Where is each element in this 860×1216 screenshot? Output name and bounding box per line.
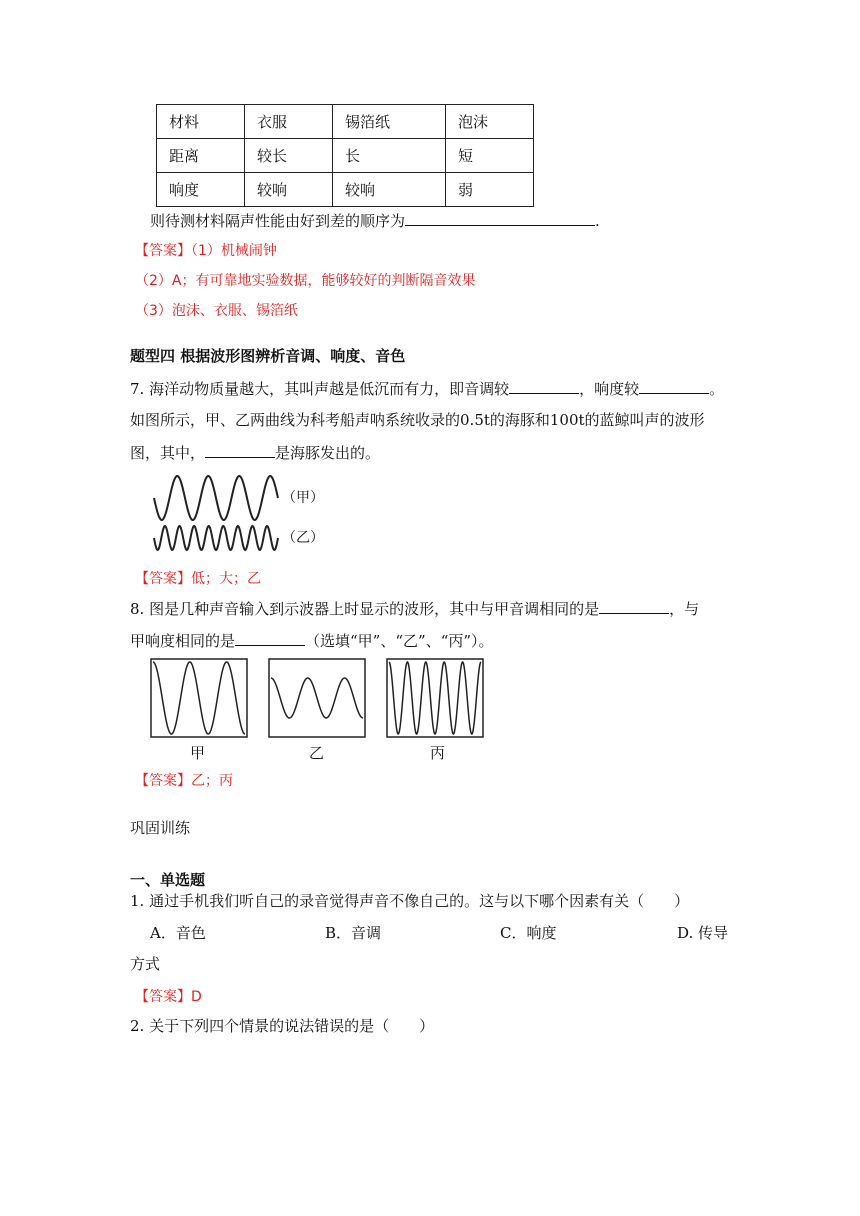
scope-label-yi: 乙 — [309, 744, 325, 762]
answer-blank — [599, 598, 669, 614]
answer-blank — [639, 378, 709, 394]
answer-blank — [509, 378, 579, 394]
mc1-option-c: C．响度 — [500, 924, 557, 942]
table-cell: 衣服 — [245, 105, 333, 139]
mc2-stem: 2. 关于下列四个情景的说法错误的是（ ） — [130, 1017, 435, 1035]
table-cell: 响度 — [157, 173, 245, 207]
scope-wave-yi — [271, 678, 363, 718]
waveform-jia — [154, 476, 278, 520]
table-cell: 长 — [333, 139, 446, 173]
q7-line-2: 如图所示，甲、乙两曲线为科考船声呐系统收录的0.5t的海豚和100t的蓝鲸叫声的波形 — [130, 411, 705, 429]
table-row — [157, 105, 534, 139]
q8-answer: 【答案】乙；丙 — [135, 773, 233, 789]
q6-answer-2: （2）A；有可靠地实验数据，能够较好的判断隔音效果 — [135, 273, 476, 289]
q8-line-1: 8. 图是几种声音输入到示波器上时显示的波形，其中与甲音调相同的是 ，与 — [130, 600, 700, 618]
table-row — [157, 139, 534, 173]
table-cell: 较长 — [245, 139, 333, 173]
single-choice-title: 一、单选题 — [130, 871, 206, 889]
q7-line-1: 7. 海洋动物质量越大，其叫声越是低沉而有力，即音调较 ，响度较 。 — [130, 380, 725, 398]
scope-label-bing: 丙 — [430, 744, 446, 762]
material-table — [156, 104, 534, 207]
table-cell: 锡箔纸 — [333, 105, 446, 139]
table-cell: 短 — [446, 139, 534, 173]
waveform-yi — [154, 526, 278, 550]
q8-oscilloscope-figure — [150, 658, 490, 740]
scope-wave-jia — [153, 662, 245, 734]
table-cell: 距离 — [157, 139, 245, 173]
table-row — [157, 173, 534, 207]
q7-line-3: 图，其中， 是海豚发出的。 — [130, 444, 381, 462]
mc1-answer: 【答案】D — [135, 989, 202, 1005]
label-jia: （甲） — [282, 490, 324, 506]
answer-blank — [235, 630, 305, 646]
scope-frame-bing — [387, 659, 483, 737]
q6-order-line: 则待测材料隔声性能由好到差的顺序为 . — [150, 212, 600, 230]
table-cell: 材料 — [157, 105, 245, 139]
mc1-option-a: A．音色 — [150, 924, 206, 942]
mc1-option-b: B．音调 — [325, 924, 382, 942]
consolidate-title: 巩固训练 — [130, 819, 191, 837]
q7-answer: 【答案】低；大；乙 — [135, 571, 261, 587]
label-yi: （乙） — [282, 530, 324, 546]
mc1-option-d: D. 传导 — [677, 924, 729, 942]
table-cell: 较响 — [333, 173, 446, 207]
section-title: 题型四 根据波形图辨析音调、响度、音色 — [130, 347, 406, 365]
table-cell: 弱 — [446, 173, 534, 207]
q6-answer-3: （3）泡沫、衣服、锡箔纸 — [135, 303, 298, 319]
scope-label-jia: 甲 — [190, 744, 206, 762]
mc1-option-d-cont: 方式 — [130, 955, 161, 973]
q8-line-2: 甲响度相同的是 （选填“甲”、“乙”、“丙”）。 — [130, 632, 494, 650]
q6-answer-1: 【答案】（1）机械闹钟 — [135, 243, 277, 259]
answer-blank — [405, 210, 595, 226]
answer-blank — [205, 442, 275, 458]
scope-wave-bing — [389, 662, 481, 734]
table-cell: 较响 — [245, 173, 333, 207]
table-cell: 泡沫 — [446, 105, 534, 139]
mc1-stem: 1. 通过手机我们听自己的录音觉得声音不像自己的。这与以下哪个因素有关（ ） — [130, 892, 690, 910]
